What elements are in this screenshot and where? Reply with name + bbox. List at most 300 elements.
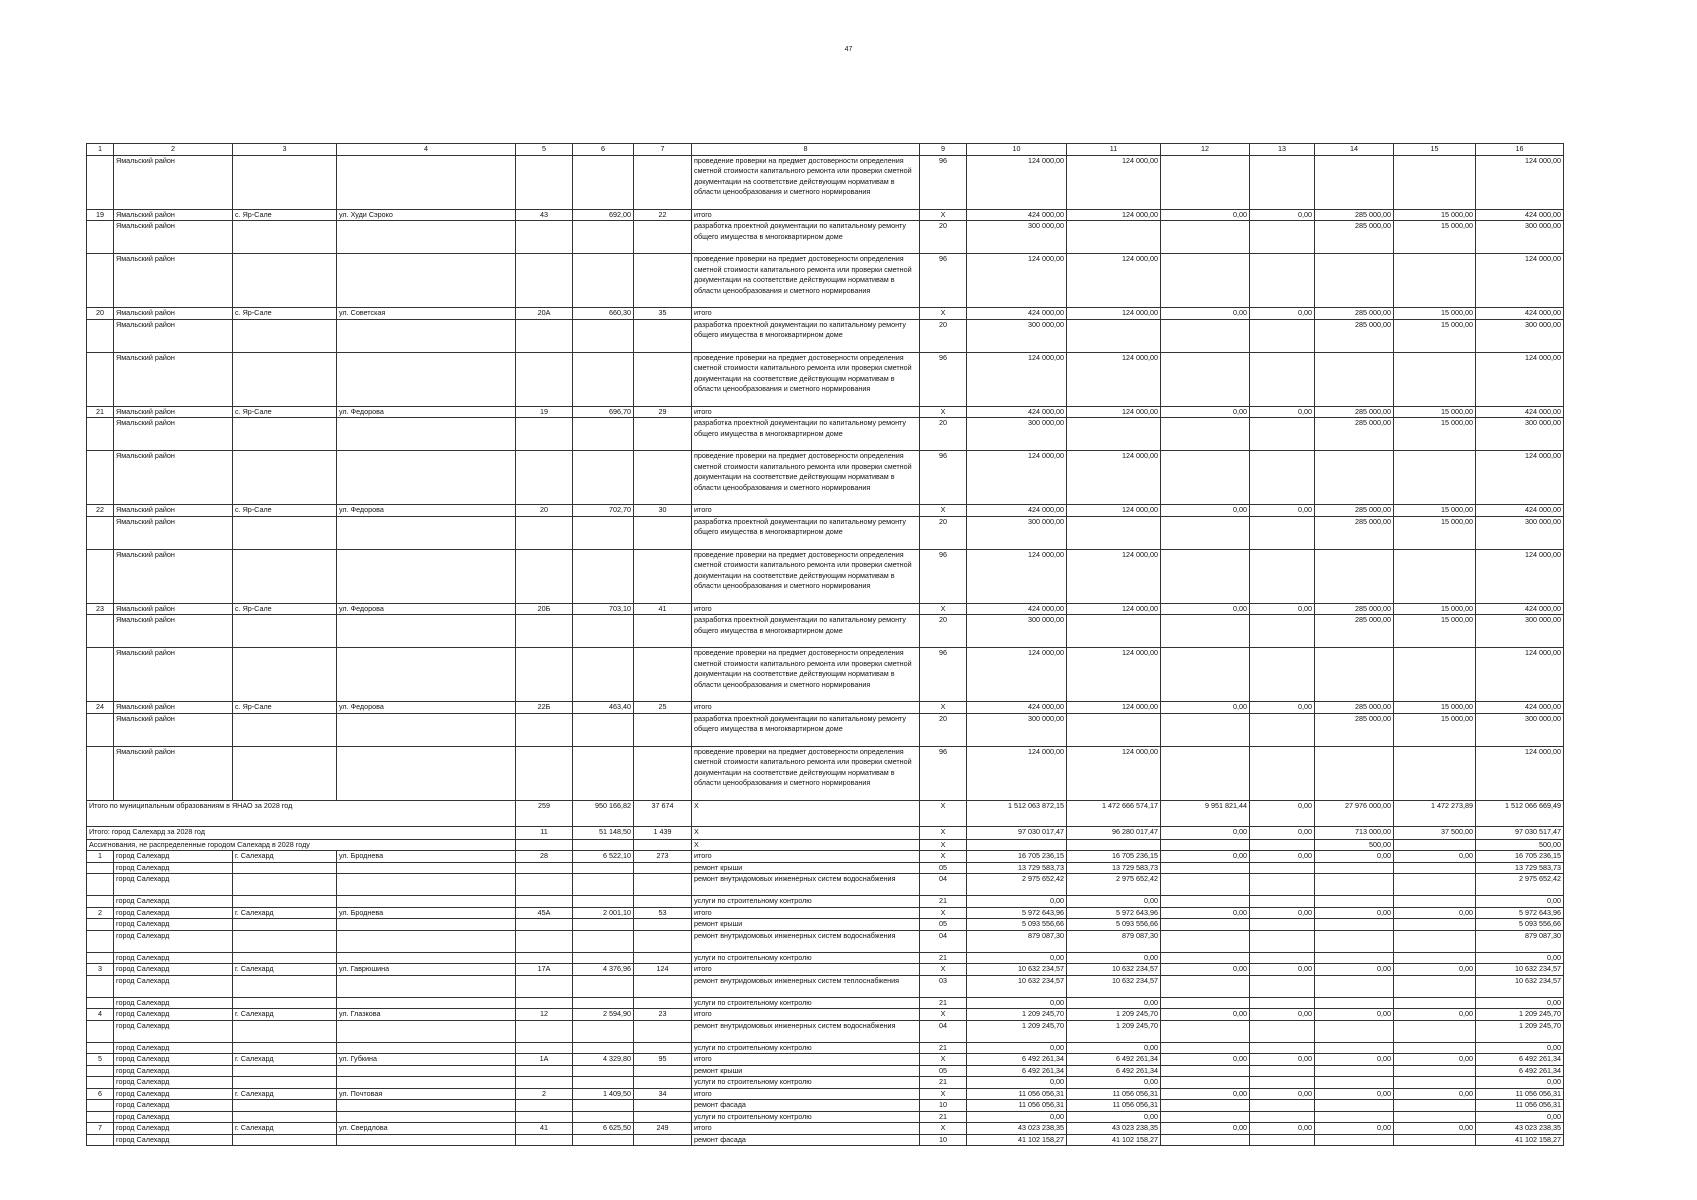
cell-street: ул. Губкина <box>337 1054 516 1066</box>
cell-cost-col-14: 0,00 <box>1315 1009 1394 1021</box>
cell-work-code: Х <box>920 826 967 839</box>
cell-municipality: Ямальский район <box>114 648 233 702</box>
cell-cost-col-16: 124 000,00 <box>1476 549 1564 603</box>
cell-total-cost: 124 000,00 <box>967 648 1067 702</box>
cell-total-cost: 300 000,00 <box>967 713 1067 746</box>
table-row <box>87 1020 1564 1042</box>
cell-street <box>337 1077 516 1089</box>
cell-cost-col-16: 500,00 <box>1476 839 1564 851</box>
cell-municipality: город Салехард <box>114 1054 233 1066</box>
cell-row-number <box>87 319 114 352</box>
cell-cost-col-12: 0,00 <box>1161 505 1250 517</box>
cell-municipality: Ямальский район <box>114 603 233 615</box>
cell-settlement <box>233 254 337 308</box>
cell-house-number <box>516 155 573 209</box>
cell-work-code: Х <box>920 308 967 320</box>
cell-street: ул. Федорова <box>337 406 516 418</box>
table-row <box>87 254 1564 308</box>
cell-cost-col-12: 0,00 <box>1161 406 1250 418</box>
cell-row-number: 5 <box>87 1054 114 1066</box>
cell-cost-col-15 <box>1394 746 1476 800</box>
cell-total-cost: 424 000,00 <box>967 603 1067 615</box>
cell-work-type: итого <box>692 603 920 615</box>
cell-cost-col-16: 879 087,30 <box>1476 930 1564 952</box>
cell-total-cost: 0,00 <box>967 1111 1067 1123</box>
cell-street <box>337 896 516 908</box>
cell-total-cost: 424 000,00 <box>967 702 1067 714</box>
cell-cost-col-15 <box>1394 1111 1476 1123</box>
cell-cost-col-15 <box>1394 648 1476 702</box>
cell-cost-col-15: 15 000,00 <box>1394 516 1476 549</box>
cell-work-type: Х <box>692 800 920 826</box>
cell-cost-col-11: 124 000,00 <box>1067 254 1161 308</box>
summary-row <box>87 826 1564 839</box>
header-cell: 16 <box>1476 144 1564 156</box>
cell-work-code: Х <box>920 851 967 863</box>
cell-street <box>337 549 516 603</box>
cell-cost-col-14 <box>1315 155 1394 209</box>
cell-work-code: Х <box>920 505 967 517</box>
cell-total-cost: 5 093 556,66 <box>967 919 1067 931</box>
cell-work-code: Х <box>920 702 967 714</box>
cell-row-number <box>87 254 114 308</box>
cell-residents: 34 <box>634 1088 692 1100</box>
cell-street <box>337 615 516 648</box>
cell-area <box>573 221 634 254</box>
cell-cost-col-15 <box>1394 1020 1476 1042</box>
cell-cost-col-14: 713 000,00 <box>1315 826 1394 839</box>
cell-cost-col-13 <box>1250 319 1315 352</box>
cell-work-code: 20 <box>920 418 967 451</box>
cell-settlement <box>233 713 337 746</box>
cell-street <box>337 862 516 874</box>
summary-label: Итого по муниципальным образованиям в ЯНАО за 2028 год <box>87 800 516 826</box>
cell-work-type: итого <box>692 1088 920 1100</box>
cell-area: 696,70 <box>573 406 634 418</box>
cell-cost-col-15: 0,00 <box>1394 1088 1476 1100</box>
cell-settlement: с. Яр-Сале <box>233 603 337 615</box>
cell-cost-col-16: 424 000,00 <box>1476 406 1564 418</box>
cell-area <box>573 549 634 603</box>
cell-cost-col-13 <box>1250 997 1315 1009</box>
cell-work-type: разработка проектной документации по капитальному ремонту общего имущества в многоквартирном доме <box>692 713 920 746</box>
cell-residents <box>634 221 692 254</box>
cell-cost-col-11: 0,00 <box>1067 1111 1161 1123</box>
cell-row-number <box>87 919 114 931</box>
cell-cost-col-14: 285 000,00 <box>1315 516 1394 549</box>
cell-street <box>337 221 516 254</box>
cell-total-cost: 124 000,00 <box>967 549 1067 603</box>
cell-house-number: 12 <box>516 1009 573 1021</box>
cell-house-number: 2 <box>516 1088 573 1100</box>
cell-total-cost: 11 056 056,31 <box>967 1100 1067 1112</box>
cell-cost-col-12 <box>1161 418 1250 451</box>
cell-cost-col-12 <box>1161 516 1250 549</box>
summary-row <box>87 800 1564 826</box>
cell-total-cost: 0,00 <box>967 952 1067 964</box>
cell-residents <box>634 997 692 1009</box>
cell-total-cost: 424 000,00 <box>967 406 1067 418</box>
cell-row-number: 20 <box>87 308 114 320</box>
cell-house-number <box>516 418 573 451</box>
cell-residents <box>634 1077 692 1089</box>
header-cell: 5 <box>516 144 573 156</box>
cell-total-cost: 300 000,00 <box>967 615 1067 648</box>
cell-cost-col-15 <box>1394 451 1476 505</box>
cell-cost-col-13 <box>1250 1134 1315 1146</box>
table-row <box>87 907 1564 919</box>
cell-row-number <box>87 1100 114 1112</box>
cell-residents: 22 <box>634 209 692 221</box>
cell-cost-col-14: 285 000,00 <box>1315 713 1394 746</box>
cell-area <box>573 874 634 896</box>
cell-cost-col-14 <box>1315 952 1394 964</box>
cell-cost-col-15 <box>1394 1065 1476 1077</box>
cell-settlement: г. Салехард <box>233 964 337 976</box>
cell-total-cost: 5 972 643,96 <box>967 907 1067 919</box>
cell-cost-col-15 <box>1394 155 1476 209</box>
cell-settlement <box>233 919 337 931</box>
cell-cost-col-16: 0,00 <box>1476 997 1564 1009</box>
cell-work-type: итого <box>692 851 920 863</box>
cell-cost-col-14 <box>1315 1134 1394 1146</box>
cell-residents <box>634 516 692 549</box>
cell-cost-col-13 <box>1250 615 1315 648</box>
cell-cost-col-14 <box>1315 1065 1394 1077</box>
cell-house-number: 28 <box>516 851 573 863</box>
cell-settlement: с. Яр-Сале <box>233 308 337 320</box>
cell-residents: 273 <box>634 851 692 863</box>
cell-settlement <box>233 155 337 209</box>
cell-area: 1 409,50 <box>573 1088 634 1100</box>
cell-area: 6 522,10 <box>573 851 634 863</box>
cell-area: 463,40 <box>573 702 634 714</box>
cell-cost-col-14: 0,00 <box>1315 1054 1394 1066</box>
cell-work-type: услуги по строительному контролю <box>692 997 920 1009</box>
cell-house-number <box>516 975 573 997</box>
cell-house-number <box>516 746 573 800</box>
cell-cost-col-13 <box>1250 1111 1315 1123</box>
cell-total-cost: 1 512 063 872,15 <box>967 800 1067 826</box>
table-row <box>87 615 1564 648</box>
cell-settlement <box>233 451 337 505</box>
cell-total-cost: 424 000,00 <box>967 209 1067 221</box>
cell-work-type: ремонт крыши <box>692 1065 920 1077</box>
cell-municipality: город Салехард <box>114 862 233 874</box>
cell-cost-col-16: 13 729 583,73 <box>1476 862 1564 874</box>
cell-work-code: 21 <box>920 896 967 908</box>
cell-row-number <box>87 746 114 800</box>
cell-area <box>573 1100 634 1112</box>
cell-area <box>573 1134 634 1146</box>
cell-work-type: разработка проектной документации по капитальному ремонту общего имущества в многоквартирном доме <box>692 221 920 254</box>
cell-cost-col-12 <box>1161 1065 1250 1077</box>
cell-settlement <box>233 615 337 648</box>
cell-work-type: проведение проверки на предмет достоверности определения сметной стоимости капитального ремонта или проверки сметной документации на соответствие действующим нормативам в области ценообразования и сметного нормирования <box>692 746 920 800</box>
cell-row-number <box>87 952 114 964</box>
cell-work-code: 96 <box>920 352 967 406</box>
cell-house-number <box>516 1042 573 1054</box>
cell-row-number: 22 <box>87 505 114 517</box>
cell-row-number: 6 <box>87 1088 114 1100</box>
cell-cost-col-15 <box>1394 930 1476 952</box>
cell-work-code: 96 <box>920 648 967 702</box>
cell-work-code: Х <box>920 1054 967 1066</box>
cell-street <box>337 1065 516 1077</box>
cell-cost-col-13 <box>1250 418 1315 451</box>
cell-cost-col-16: 124 000,00 <box>1476 155 1564 209</box>
cell-settlement <box>233 648 337 702</box>
cell-total-cost: 16 705 236,15 <box>967 851 1067 863</box>
cell-cost-col-13: 0,00 <box>1250 964 1315 976</box>
cell-cost-col-11: 124 000,00 <box>1067 505 1161 517</box>
cell-cost-col-13: 0,00 <box>1250 907 1315 919</box>
cell-cost-col-12 <box>1161 254 1250 308</box>
cell-area: 6 625,50 <box>573 1123 634 1135</box>
cell-cost-col-11: 0,00 <box>1067 1042 1161 1054</box>
cell-row-number <box>87 1065 114 1077</box>
cell-area <box>573 713 634 746</box>
cell-house-number <box>516 1111 573 1123</box>
cell-work-code: 21 <box>920 1077 967 1089</box>
cell-residents <box>634 254 692 308</box>
cell-cost-col-15: 15 000,00 <box>1394 221 1476 254</box>
cell-municipality: Ямальский район <box>114 221 233 254</box>
cell-cost-col-16: 300 000,00 <box>1476 713 1564 746</box>
cell-cost-col-11: 0,00 <box>1067 896 1161 908</box>
cell-settlement <box>233 997 337 1009</box>
cell-settlement: с. Яр-Сале <box>233 505 337 517</box>
cell-house-number: 20 <box>516 505 573 517</box>
table-row <box>87 997 1564 1009</box>
cell-house-number: 1А <box>516 1054 573 1066</box>
table-row <box>87 155 1564 209</box>
cell-cost-col-14 <box>1315 975 1394 997</box>
cell-total-cost: 424 000,00 <box>967 308 1067 320</box>
cell-residents <box>634 975 692 997</box>
table-row <box>87 1054 1564 1066</box>
cell-cost-col-14: 285 000,00 <box>1315 418 1394 451</box>
cell-work-type: ремонт внутридомовых инженерных систем водоснабжения <box>692 930 920 952</box>
cell-area <box>573 896 634 908</box>
cell-cost-col-11 <box>1067 615 1161 648</box>
cell-cost-col-14 <box>1315 352 1394 406</box>
cell-row-number: 4 <box>87 1009 114 1021</box>
cell-house-number: 20Б <box>516 603 573 615</box>
table-row <box>87 1088 1564 1100</box>
cell-cost-col-16: 124 000,00 <box>1476 451 1564 505</box>
cell-cost-col-12 <box>1161 1111 1250 1123</box>
cell-work-type: услуги по строительному контролю <box>692 1042 920 1054</box>
cell-settlement <box>233 221 337 254</box>
cell-municipality: город Салехард <box>114 907 233 919</box>
table-row <box>87 1077 1564 1089</box>
cell-cost-col-16: 5 972 643,96 <box>1476 907 1564 919</box>
cell-area <box>573 516 634 549</box>
cell-settlement <box>233 1020 337 1042</box>
cell-cost-col-13: 0,00 <box>1250 851 1315 863</box>
table-row <box>87 896 1564 908</box>
cell-cost-col-11: 13 729 583,73 <box>1067 862 1161 874</box>
cell-residents <box>634 451 692 505</box>
cell-house-number <box>516 352 573 406</box>
cell-cost-col-15 <box>1394 896 1476 908</box>
cell-cost-col-11: 124 000,00 <box>1067 308 1161 320</box>
cell-municipality: Ямальский район <box>114 549 233 603</box>
cell-cost-col-12 <box>1161 997 1250 1009</box>
cell-area: 702,70 <box>573 505 634 517</box>
cell-row-number <box>87 713 114 746</box>
table-row <box>87 1123 1564 1135</box>
cell-municipality: город Салехард <box>114 1100 233 1112</box>
cell-cost-col-13 <box>1250 1020 1315 1042</box>
cell-work-type: услуги по строительному контролю <box>692 952 920 964</box>
cell-cost-col-11: 124 000,00 <box>1067 603 1161 615</box>
cell-settlement <box>233 418 337 451</box>
cell-house-number <box>516 930 573 952</box>
cell-cost-col-11: 5 972 643,96 <box>1067 907 1161 919</box>
cell-area: 950 166,82 <box>573 800 634 826</box>
cell-settlement <box>233 1065 337 1077</box>
cell-cost-col-15 <box>1394 254 1476 308</box>
cell-cost-col-15: 15 000,00 <box>1394 615 1476 648</box>
cell-house-number <box>516 1100 573 1112</box>
cell-residents <box>634 1134 692 1146</box>
cell-cost-col-11: 124 000,00 <box>1067 648 1161 702</box>
cell-row-number: 19 <box>87 209 114 221</box>
cell-total-cost: 11 056 056,31 <box>967 1088 1067 1100</box>
cell-cost-col-12 <box>1161 648 1250 702</box>
cell-cost-col-13 <box>1250 862 1315 874</box>
cell-settlement <box>233 862 337 874</box>
cell-cost-col-11: 1 209 245,70 <box>1067 1020 1161 1042</box>
cell-cost-col-16: 300 000,00 <box>1476 319 1564 352</box>
cell-cost-col-15: 37 500,00 <box>1394 826 1476 839</box>
header-cell: 13 <box>1250 144 1315 156</box>
cell-settlement <box>233 516 337 549</box>
table-row <box>87 1111 1564 1123</box>
cell-total-cost: 10 632 234,57 <box>967 964 1067 976</box>
cell-municipality: город Салехард <box>114 975 233 997</box>
cell-settlement <box>233 1111 337 1123</box>
cell-settlement: г. Салехард <box>233 851 337 863</box>
cell-cost-col-14 <box>1315 648 1394 702</box>
cell-cost-col-12 <box>1161 1042 1250 1054</box>
cell-house-number <box>516 648 573 702</box>
cell-cost-col-13: 0,00 <box>1250 826 1315 839</box>
cell-municipality: Ямальский район <box>114 615 233 648</box>
cell-cost-col-14: 285 000,00 <box>1315 221 1394 254</box>
cell-cost-col-14 <box>1315 1020 1394 1042</box>
cell-cost-col-16: 124 000,00 <box>1476 746 1564 800</box>
cell-work-type: ремонт крыши <box>692 919 920 931</box>
cell-cost-col-12: 0,00 <box>1161 826 1250 839</box>
cell-residents <box>634 1042 692 1054</box>
cell-cost-col-13: 0,00 <box>1250 1009 1315 1021</box>
cell-row-number <box>87 221 114 254</box>
cell-cost-col-11: 879 087,30 <box>1067 930 1161 952</box>
cell-municipality: город Салехард <box>114 919 233 931</box>
cell-cost-col-15: 15 000,00 <box>1394 319 1476 352</box>
cell-residents <box>634 319 692 352</box>
cell-cost-col-13 <box>1250 839 1315 851</box>
cell-work-code: Х <box>920 907 967 919</box>
cell-work-code: 03 <box>920 975 967 997</box>
cell-cost-col-15 <box>1394 874 1476 896</box>
cell-street <box>337 516 516 549</box>
cell-cost-col-15 <box>1394 862 1476 874</box>
header-cell: 6 <box>573 144 634 156</box>
cell-total-cost: 124 000,00 <box>967 254 1067 308</box>
cell-area <box>573 746 634 800</box>
cell-street <box>337 713 516 746</box>
cell-house-number: 41 <box>516 1123 573 1135</box>
cell-cost-col-13 <box>1250 713 1315 746</box>
cell-total-cost: 300 000,00 <box>967 319 1067 352</box>
cell-settlement: г. Салехард <box>233 1009 337 1021</box>
cell-cost-col-15: 0,00 <box>1394 851 1476 863</box>
cell-total-cost: 0,00 <box>967 1077 1067 1089</box>
cell-cost-col-12 <box>1161 975 1250 997</box>
cell-work-code: Х <box>920 839 967 851</box>
cell-street <box>337 1100 516 1112</box>
cell-work-code: Х <box>920 964 967 976</box>
header-cell: 4 <box>337 144 516 156</box>
cell-cost-col-16: 300 000,00 <box>1476 615 1564 648</box>
cell-row-number <box>87 648 114 702</box>
cell-cost-col-14: 0,00 <box>1315 907 1394 919</box>
cell-row-number: 3 <box>87 964 114 976</box>
cell-house-number <box>516 862 573 874</box>
table-row <box>87 952 1564 964</box>
cell-cost-col-16: 124 000,00 <box>1476 254 1564 308</box>
cell-cost-col-12 <box>1161 746 1250 800</box>
cell-settlement: г. Салехард <box>233 1123 337 1135</box>
cell-cost-col-16: 300 000,00 <box>1476 221 1564 254</box>
cell-cost-col-15 <box>1394 1100 1476 1112</box>
cell-cost-col-13: 0,00 <box>1250 1123 1315 1135</box>
cell-cost-col-12: 0,00 <box>1161 209 1250 221</box>
cell-cost-col-13: 0,00 <box>1250 1088 1315 1100</box>
cell-residents <box>634 1100 692 1112</box>
cell-residents: 41 <box>634 603 692 615</box>
cell-settlement <box>233 1042 337 1054</box>
cell-work-code: Х <box>920 603 967 615</box>
cell-total-cost: 124 000,00 <box>967 746 1067 800</box>
cell-cost-col-13 <box>1250 648 1315 702</box>
cell-residents <box>634 1065 692 1077</box>
cell-residents: 23 <box>634 1009 692 1021</box>
cell-work-type: итого <box>692 1054 920 1066</box>
cell-municipality: Ямальский район <box>114 451 233 505</box>
cell-house-number <box>516 451 573 505</box>
cell-municipality: Ямальский район <box>114 418 233 451</box>
cell-cost-col-13 <box>1250 746 1315 800</box>
cell-cost-col-14 <box>1315 549 1394 603</box>
cell-residents <box>634 896 692 908</box>
cell-house-number: 45А <box>516 907 573 919</box>
header-cell: 15 <box>1394 144 1476 156</box>
cell-residents: 53 <box>634 907 692 919</box>
cell-settlement <box>233 930 337 952</box>
cell-work-type: услуги по строительному контролю <box>692 1077 920 1089</box>
cell-cost-col-15: 1 472 273,89 <box>1394 800 1476 826</box>
cell-total-cost: 300 000,00 <box>967 221 1067 254</box>
cell-cost-col-12 <box>1161 319 1250 352</box>
cell-work-code: 96 <box>920 549 967 603</box>
cell-municipality: Ямальский район <box>114 406 233 418</box>
cell-area <box>573 1111 634 1123</box>
